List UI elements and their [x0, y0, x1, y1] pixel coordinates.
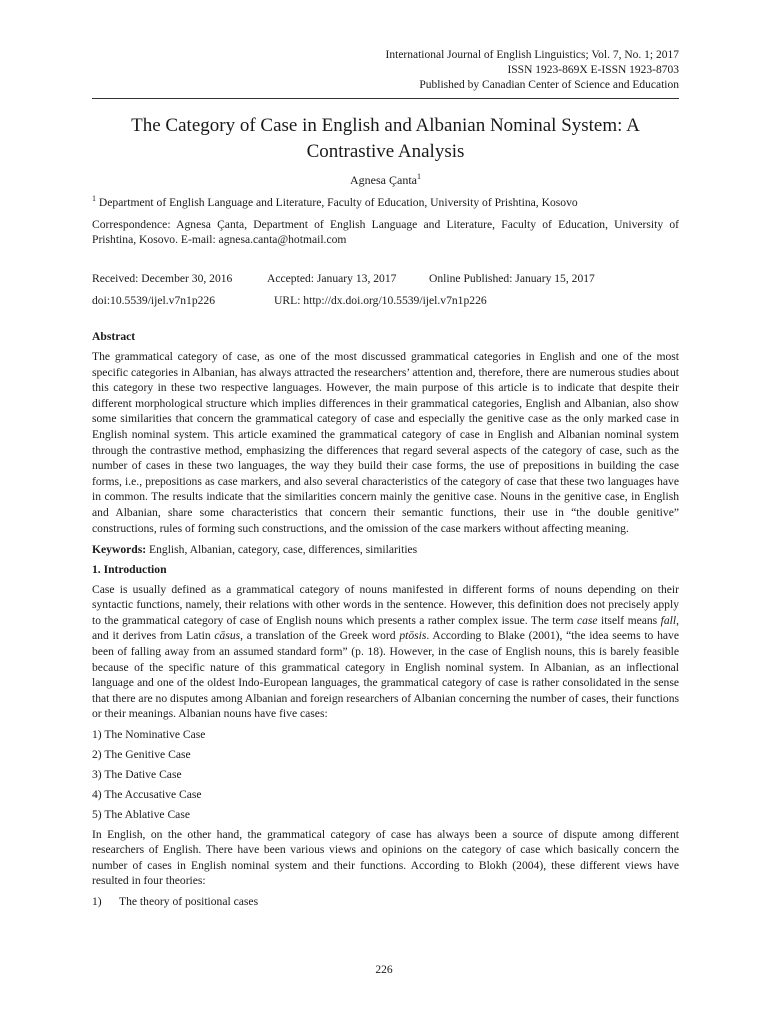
author-name: Agnesa Çanta	[350, 173, 417, 187]
abstract-text: The grammatical category of case, as one of the most discussed grammatical categories in English and one of the most specific categories in Albanian, has always attracted the researchers’ attention and, therefore, there are numerous studies about this category in these two respective languages. However, the main purpose of this article is to indicate that despite their different morphological structure which implies differences in their grammatical categories, English and Albanian, also show some similarities that concern the grammatical category of case and especially the genitive case as the only marked case in English nominal system. This article examined the grammatical category of case in English and Albanian nominal system through the contrastive method, emphasizing the differences that regard several aspects of the category of case, such as the number of cases in these two languages, the way they build their case forms, the use of prepositions in building the case forms, i.e., prepositions as case markers, and also several characteristics of the category of case that these two languages have in common. The results indicate that the similarities concern mainly the genitive case. Nouns in the genitive case, in English and Albanian, share some characteristics that concern their semantic functions, their use in “the double genitive” constructions, rules of forming such constructions, and the omission of the case markers without affecting meaning.	[92, 349, 679, 535]
journal-header	[92, 48, 679, 93]
term-casus: cāsus	[214, 629, 241, 643]
paper-title: The Category of Case in English and Albanian Nominal System: A Contrastive Analysis	[131, 115, 640, 162]
doi[interactable]: doi:10.5539/ijel.v7n1p226	[92, 294, 216, 308]
term-ptosis: ptōsis	[399, 629, 427, 643]
intro-p1-text-c: , and it derives from Latin	[92, 613, 679, 643]
list-item: 2) The Genitive Case	[92, 747, 191, 761]
cases-list	[92, 727, 679, 823]
dates-row	[92, 271, 679, 287]
list-item: 5) The Ablative Case	[92, 807, 190, 821]
received-date: Received: December 30, 2016	[92, 271, 233, 285]
publisher-line: Published by Canadian Center of Science and Education	[419, 79, 679, 91]
accepted-date: Accepted: January 13, 2017	[267, 271, 397, 285]
doi-row	[92, 293, 679, 309]
intro-p1-text-a: Case is usually defined as a grammatical category of nouns manifested in different forms of nouns depending on their syntactic functions, namely, their relations with other words in the sentence. However, this definition does not precisely apply to the grammatical category of case of English nouns which presents a rather complex issue. The term	[92, 582, 679, 627]
paper-page	[92, 48, 679, 909]
intro-p1-text-d: , a translation of the Greek word	[240, 629, 400, 643]
list-item: 3) The Dative Case	[92, 767, 182, 781]
keywords	[92, 542, 679, 558]
correspondence: Correspondence: Agnesa Çanta, Department of English Language and Literature, Faculty of Education, University of Prishtina, Kosovo. E-mail: agnesa.canta@hotmail.com	[92, 217, 679, 247]
theory-item	[92, 894, 679, 910]
intro-p1-text-b: itself means	[597, 613, 661, 627]
header-divider	[92, 98, 679, 99]
intro-p1-text-e: . According to Blake (2001), “the idea seems to have been of falling away from an assumed standard form” (p. 18). However, in the case of English nouns, this is barely feasible because of the specific nature of this grammatical category in English nominal system. In Albanian, as an inflectional language and one of the oldest Indo-European languages, the grammatical category of case is rather consolidated in the sense that there are no disputes among Albanian and foreign researchers of Albanian concerning the number of cases, their functions or their meanings. Albanian nouns have five cases:	[92, 629, 679, 721]
term-case: case	[576, 613, 598, 627]
abstract-heading: Abstract	[92, 329, 136, 343]
intro-heading: 1. Introduction	[92, 562, 167, 576]
term-fall: fall	[660, 613, 677, 627]
author-superscript: 1	[416, 172, 421, 181]
journal-line: International Journal of English Linguistics; Vol. 7, No. 1; 2017	[385, 49, 679, 61]
published-date: Online Published: January 15, 2017	[429, 271, 595, 285]
keywords-label: Keywords:	[92, 543, 147, 557]
list-item: 4) The Accusative Case	[92, 787, 202, 801]
theory-number: 1)	[92, 894, 102, 908]
theory-text: The theory of positional cases	[119, 894, 259, 908]
intro-paragraph-2: In English, on the other hand, the grammatical category of case has always been a source of dispute among different researchers of English. There have been various views and opinions on the category of case which basically concern the number of cases in English nominal system and their functions. According to Blokh (2004), these different views have resulted in four theories:	[92, 827, 679, 888]
intro-paragraph-1	[92, 582, 679, 722]
page-number: 226	[375, 964, 393, 976]
keywords-text: English, Albanian, category, case, differences, similarities	[149, 543, 418, 557]
list-item: 1) The Nominative Case	[92, 727, 206, 741]
affiliation	[92, 195, 679, 211]
affiliation-text: Department of English Language and Literature, Faculty of Education, University of Prishtina, Kosovo	[98, 196, 578, 209]
url[interactable]: URL: http://dx.doi.org/10.5539/ijel.v7n1p226	[274, 294, 487, 308]
affiliation-superscript: 1	[92, 194, 96, 204]
author-line	[92, 173, 679, 188]
issn-line: ISSN 1923-869X E-ISSN 1923-8703	[507, 64, 679, 76]
